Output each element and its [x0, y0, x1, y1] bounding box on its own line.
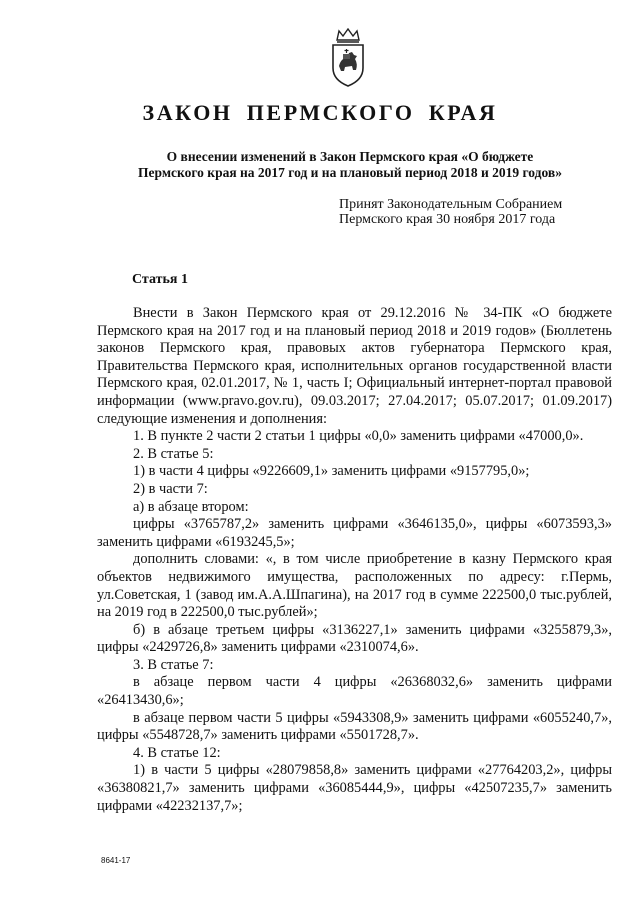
paragraph: в абзаце первом части 4 цифры «26368032,6» заменить цифрами «26413430,6»; — [97, 674, 612, 709]
adoption-line: Пермского края 30 ноября 2017 года — [339, 212, 556, 227]
paragraph: б) в абзаце третьем цифры «3136227,1» заменить цифрами «3255879,3», цифры «2429726,8» заменить цифрами «2310074,6». — [97, 621, 612, 656]
adoption-note — [339, 197, 619, 227]
coat-of-arms-icon — [325, 28, 371, 88]
law-subtitle — [100, 149, 600, 181]
paragraph: 1) в части 4 цифры «9226609,1» заменить цифрами «9157795,0»; — [133, 463, 530, 480]
subtitle-line: О внесении изменений в Закон Пермского края «О бюджете — [166, 149, 534, 164]
paragraph: 3. В статье 7: — [133, 656, 214, 673]
subtitle-line: Пермского края на 2017 год и на плановый период 2018 и 2019 годов» — [138, 165, 562, 180]
adoption-line: Принят Законодательным Собранием — [339, 197, 563, 212]
paragraph: 2) в части 7: — [133, 480, 208, 497]
law-title: ЗАКОН ПЕРМСКОГО КРАЯ — [142, 100, 498, 125]
document-number-stamp: 8641-17 — [101, 856, 131, 865]
paragraph: в абзаце первом части 5 цифры «5943308,9» заменить цифрами «6055240,7», цифры «5548728,7» заменить цифрами «5501728,7». — [97, 709, 612, 744]
article-body — [97, 305, 612, 815]
paragraph: 1. В пункте 2 части 2 статьи 1 цифры «0,0» заменить цифрами «47000,0». — [133, 428, 584, 445]
paragraph: дополнить словами: «, в том числе приобретение в казну Пермского края объектов недвижимого имущества, расположенных по адресу: г.Пермь, ул.Советская, 1 (завод им.А.А.Шпагина), на 2017 год в сумме 222500,0 тыс.рублей, на 2019 год в 222500,0 тыс.рублей»; — [97, 551, 612, 621]
paragraph: цифры «3765787,2» заменить цифрами «3646135,0», цифры «6073593,3» заменить цифрами «6193245,5»; — [97, 516, 612, 550]
paragraph: Внести в Закон Пермского края от 29.12.2016 № 34-ПК «О бюджете Пермского края на 2017 год и на плановый период 2018 и 2019 годов» (Бюллетень законов Пермского края, правовых актов губернатора Пермского края, Правительства Пермского края, исполнительных органов государственной власти Пермского края, 02.01.2017, № 1, часть I; Официальный интернет-портал правовой информации (www.pravo.gov.ru), 09.03.2017; 27.04.2017; 05.07.2017; 01.09.2017) следующие изменения и дополнения: — [97, 305, 612, 427]
paragraph: 1) в части 5 цифры «28079858,8» заменить цифрами «27764203,2», цифры «36380821,7» заменить цифрами «36085444,9», цифры «42507235,7» заменить цифрами «42232137,7»; — [97, 762, 612, 814]
article-heading: Статья 1 — [132, 272, 188, 287]
paragraph: 4. В статье 12: — [133, 744, 221, 761]
paragraph: а) в абзаце втором: — [133, 498, 249, 515]
paragraph: 2. В статье 5: — [133, 445, 214, 462]
